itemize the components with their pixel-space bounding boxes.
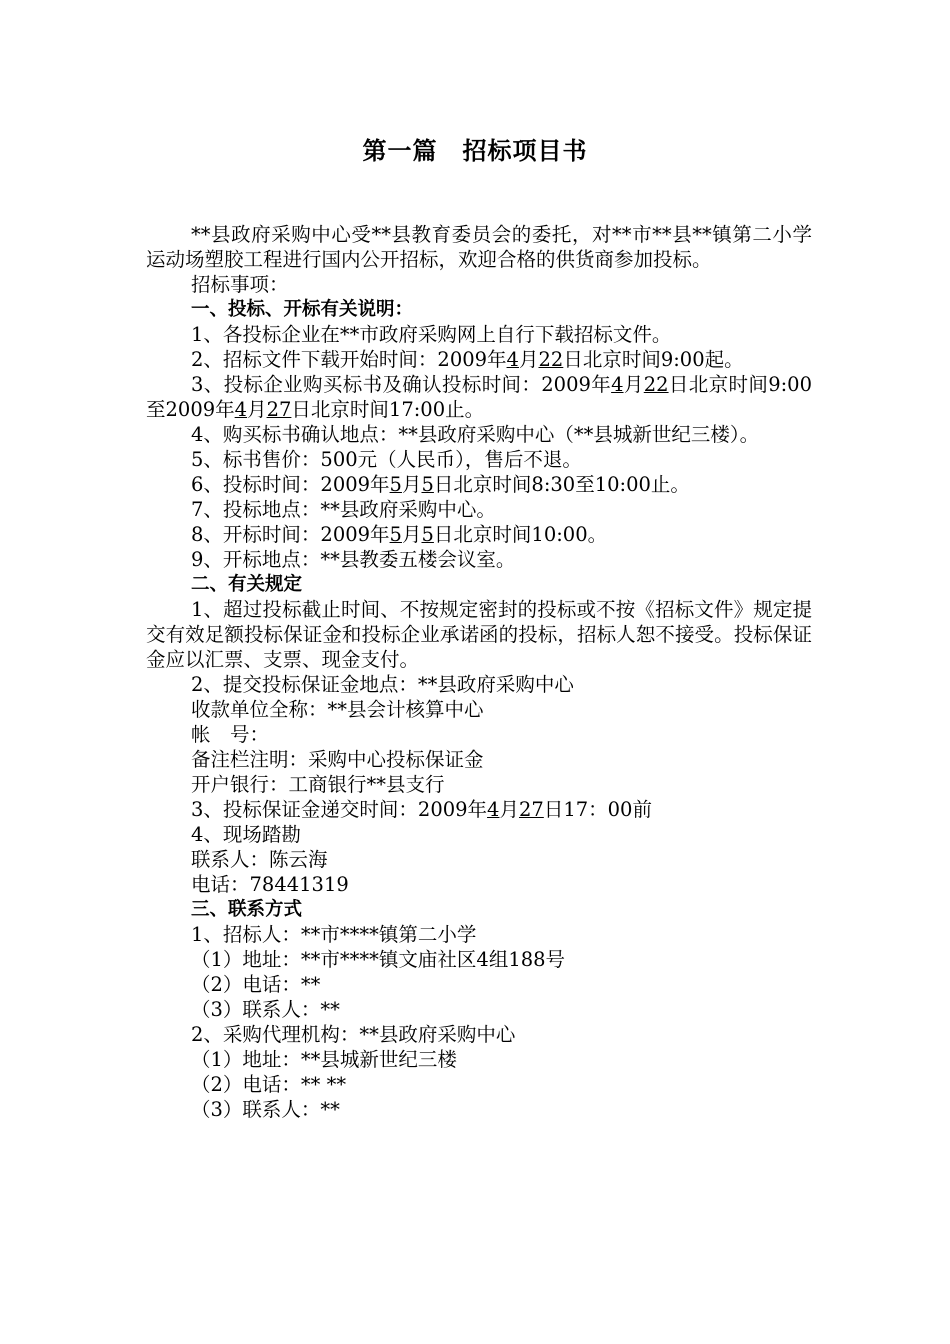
section2-heading: 二、有关规定 [191, 574, 303, 595]
section3-tenderer-phone: （2）电话：** [191, 973, 321, 996]
section2-account: 帐 号： [191, 723, 270, 746]
section3-agency-phone: （2）电话：** ** [191, 1073, 347, 1096]
section2-item4: 4、现场踏勘 [191, 823, 301, 846]
matters-label: 招标事项： [191, 273, 289, 296]
document-body [146, 222, 812, 1122]
section3-agency-contact: （3）联系人：** [191, 1098, 340, 1121]
section3-tenderer-contact: （3）联系人：** [191, 998, 340, 1021]
section3-agency-address: （1）地址：**县城新世纪三楼 [191, 1048, 457, 1071]
section2-phone: 电话：78441319 [191, 873, 349, 896]
section1-item6: 6、投标时间：2009年5月5日北京时间8:30至10:00止。 [191, 473, 690, 496]
section3-tenderer-address: （1）地址：**市****镇文庙社区4组188号 [191, 948, 566, 971]
section3-agency: 2、采购代理机构：**县政府采购中心 [191, 1023, 516, 1046]
section2-contact: 联系人：陈云海 [191, 848, 328, 871]
section3-tenderer: 1、招标人：**市****镇第二小学 [191, 923, 477, 946]
section1-item4: 4、购买标书确认地点：**县政府采购中心（**县城新世纪三楼）。 [191, 423, 760, 446]
section2-bank: 开户银行：工商银行**县支行 [191, 773, 445, 796]
document-title: 第一篇 招标项目书 [362, 137, 588, 165]
section1-item3: 3、投标企业购买标书及确认投标时间：2009年4月22日北京时间9:00至2009年4月27日北京时间17:00止。 [146, 373, 812, 421]
section3-heading: 三、联系方式 [191, 899, 303, 920]
section1-item7: 7、投标地点：**县政府采购中心。 [191, 498, 496, 521]
section2-item1: 1、超过投标截止时间、不按规定密封的投标或不按《招标文件》规定提交有效足额投标保证金和投标企业承诺函的投标，招标人恕不接受。投标保证金应以汇票、支票、现金支付。 [146, 598, 812, 671]
section1-item1: 1、各投标企业在**市政府采购网上自行下载招标文件。 [191, 323, 672, 346]
section2-payee: 收款单位全称：**县会计核算中心 [191, 698, 484, 721]
section2-remark: 备注栏注明：采购中心投标保证金 [191, 748, 484, 771]
section1-item9: 9、开标地点：**县教委五楼会议室。 [191, 548, 516, 571]
section2-item3: 3、投标保证金递交时间：2009年4月27日17：00前 [191, 798, 652, 821]
intro-paragraph: **县政府采购中心受**县教育委员会的委托，对**市**县**镇第二小学运动场塑胶工程进行国内公开招标，欢迎合格的供货商参加投标。 [146, 223, 812, 271]
section1-item5: 5、标书售价：500元（人民币），售后不退。 [191, 448, 582, 471]
section1-item8: 8、开标时间：2009年5月5日北京时间10:00。 [191, 523, 608, 546]
section1-item2: 2、招标文件下载开始时间：2009年4月22日北京时间9:00起。 [191, 348, 744, 371]
section2-item2: 2、提交投标保证金地点：**县政府采购中心 [191, 673, 574, 696]
section1-heading: 一、投标、开标有关说明： [191, 299, 414, 320]
